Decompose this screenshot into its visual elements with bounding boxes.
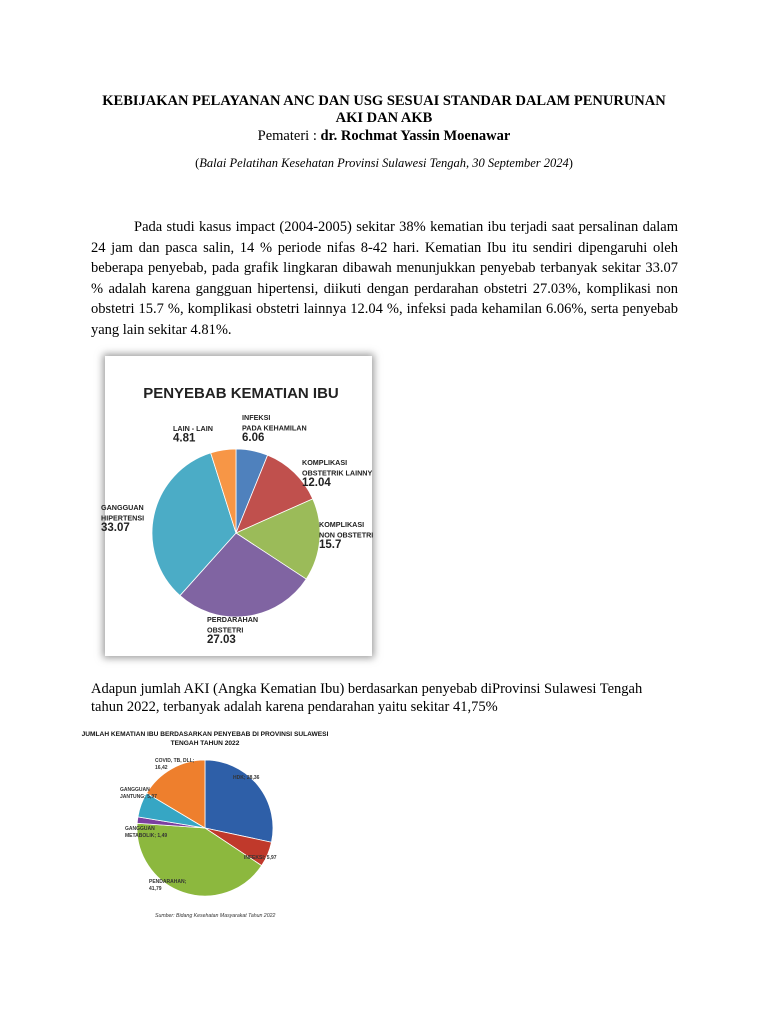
document-title-line2: AKI DAN AKB: [335, 110, 433, 126]
venue-line: [80, 156, 688, 171]
pie1-label-lain-lain-value: 4.81: [173, 432, 196, 445]
chart1-title: PENYEBAB KEMATIAN IBU: [143, 385, 339, 402]
pie1-label-infeksi-pada-kehamilan-line1: INFEKSI: [242, 413, 271, 422]
pie1-label-komplikasi-non-obstetri-line2: NON OBSTETRI: [319, 530, 374, 540]
pie2-label-pendarahan-41-79-line2: 41,79: [149, 886, 162, 892]
pie1-label-lain-lain-line1: LAIN - LAIN: [173, 424, 213, 433]
venue-open-paren: (: [195, 156, 200, 170]
pie2-label-gangguan-jantung-5-97-line2: JANTUNG; 5,97: [120, 794, 157, 800]
presenter-prefix: Pemateri :: [257, 128, 317, 144]
pie2-label-gangguan-jantung-5-97-line1: GANGGUAN: [120, 787, 150, 793]
presenter-name: dr. Rochmat Yassin Moenawar: [320, 128, 511, 144]
document-title-line1: KEBIJAKAN PELAYANAN ANC DAN USG SESUAI STANDAR DALAM PENURUNAN: [102, 93, 666, 109]
pie1-label-perdarahan-obstetri-line2: OBSTETRI: [207, 625, 244, 635]
pie1-label-gangguan-hipertensi-line1: GANGGUAN: [101, 503, 144, 512]
chart2-source: Sumber: Bidang Kesehatan Masyarakat Tahun 2022: [155, 913, 276, 919]
pie2-label-pendarahan-41-79-line1: PENDARAHAN;: [149, 879, 187, 885]
pie1-label-komplikasi-obstetrik-lainnya-line1: KOMPLIKASI: [302, 458, 348, 467]
pie2-label-covid-tb-dll-16-42-line2: 16,42: [155, 765, 168, 771]
pie1-label-gangguan-hipertensi-line2: HIPERTENSI: [101, 513, 145, 523]
chart2-title-line1: JUMLAH KEMATIAN IBU BERDASARKAN PENYEBAB DI PROVINSI SULAWESI: [81, 731, 329, 738]
presenter-line: [80, 128, 688, 145]
pie1-label-perdarahan-obstetri-value: 27.03: [207, 634, 236, 646]
pie-chart-kematian-ibu-sulteng-2022: [81, 726, 329, 920]
paragraph-causes: Pada studi kasus impact (2004-2005) sekitar 38% kematian ibu terjadi saat persalinan dalam 24 jam dan pasca salin, 14 % periode nifas 8-42 hari. Kematian Ibu itu sendiri dipengaruhi oleh beberapa penyebab, pada grafik lingkaran dibawah menunjukkan penyebab terbanyak sekitar 33.07 % adalah karena gangguan hipertensi, diikuti dengan perdarahan obstetri 27.03%, komplikasi non obstetri 15.7 %, komplikasi obstetri lainnya 12.04 %, infeksi pada kehamilan 6.06%, serta penyebab yang lain sekitar 4.81%.: [91, 219, 678, 338]
pie2-label-infeksi-5-97-line1: INFEKSI; 5,97: [244, 855, 277, 861]
pie-chart-penyebab-kematian-ibu: [97, 348, 380, 664]
pie2-label-hdk-28-36-line1: HDK; 28,36: [233, 775, 260, 781]
venue-text: Balai Pelatihan Kesehatan Provinsi Sulawesi Tengah, 30 September 2024: [199, 156, 569, 170]
pie1-label-komplikasi-obstetrik-lainnya-value: 12.04: [302, 477, 331, 489]
pie1-label-gangguan-hipertensi-value: 33.07: [101, 522, 130, 534]
pie1-label-infeksi-pada-kehamilan-value: 6.06: [242, 432, 265, 444]
pie1-label-komplikasi-non-obstetri-line1: KOMPLIKASI: [319, 520, 365, 529]
pie1-label-komplikasi-obstetrik-lainnya-line2: OBSTETRIK LAINNY: [302, 468, 373, 478]
chart2-title-line2: TENGAH TAHUN 2022: [170, 740, 240, 747]
pie2-label-gangguan-metabolik-1-49-line2: METABOLIK; 1,49: [125, 833, 168, 839]
pie2-label-gangguan-metabolik-1-49-line1: GANGGUAN: [125, 826, 155, 832]
pie1-label-komplikasi-non-obstetri-value: 15.7: [319, 539, 342, 551]
pie1-label-infeksi-pada-kehamilan-line2: PADA KEHAMILAN: [242, 423, 307, 433]
pie2-label-covid-tb-dll-16-42-line1: COVID, TB, DLL;: [155, 758, 195, 764]
paragraph-aki-sulteng: Adapun jumlah AKI (Angka Kematian Ibu) berdasarkan penyebab diProvinsi Sulawesi Tengah tahun 2022, terbanyak adalah karena pendarahan yaitu sekitar 41,75%: [91, 681, 643, 715]
venue-close-paren: ): [568, 156, 573, 170]
pie1-label-perdarahan-obstetri-line1: PERDARAHAN: [207, 615, 259, 624]
